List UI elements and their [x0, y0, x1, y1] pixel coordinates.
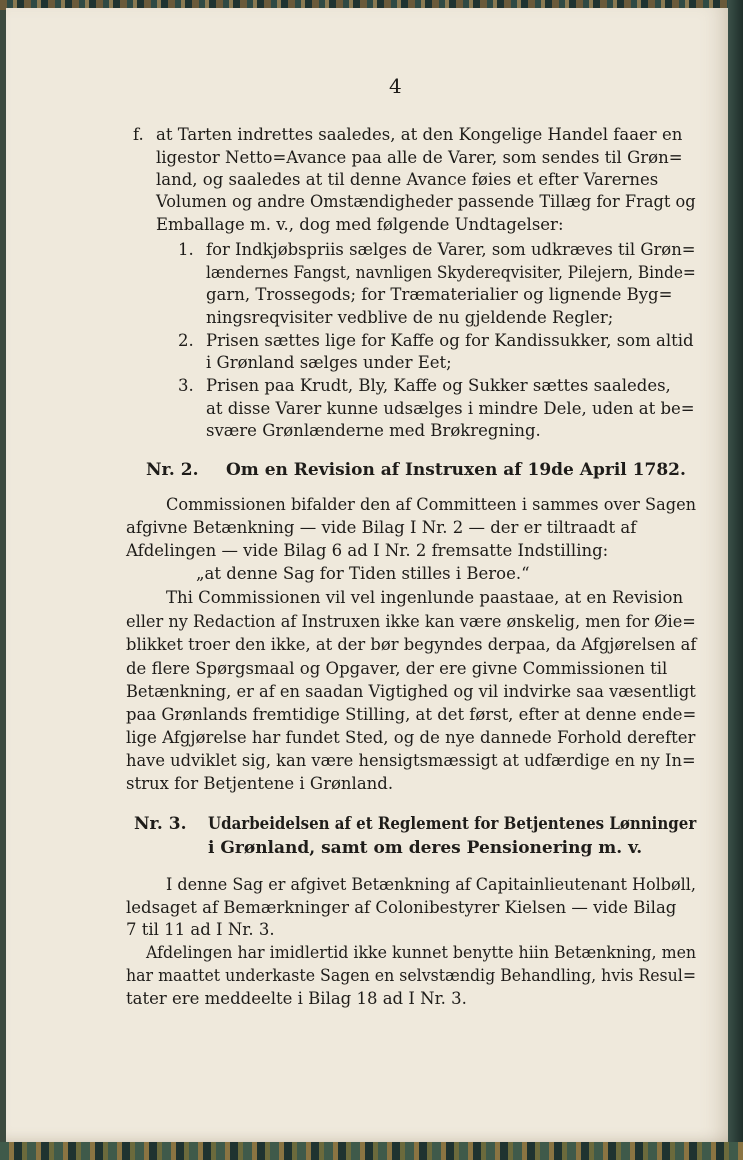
- body-line: Afdelingen har imidlertid ikke kunnet benytte hiin Betænkning, men: [146, 943, 697, 962]
- section-title-nr2: Om en Revision af Instruxen af 19de April 1782.: [226, 460, 686, 480]
- section-number-nr3: Nr. 3.: [134, 814, 187, 834]
- body-line: 7 til 11 ad I Nr. 3.: [126, 920, 275, 939]
- section-f-marker: f.: [133, 125, 144, 144]
- list-item-line: svære Grønlænderne med Brøkregning.: [206, 421, 541, 440]
- marbled-edge-bottom: [0, 1142, 743, 1160]
- list-item-line: i Grønland sælges under Eet;: [206, 353, 452, 372]
- body-line: strux for Betjentene i Grønland.: [126, 774, 394, 793]
- list-item-line: at disse Varer kunne udsælges i mindre Dele, uden at be=: [206, 399, 695, 418]
- list-item-number: 2.: [178, 331, 194, 350]
- body-line: Volumen og andre Omstændigheder passende Tillæg for Fragt og: [156, 192, 696, 211]
- list-item-number: 1.: [178, 240, 194, 259]
- body-line: blikket troer den ikke, at der bør begyndes derpaa, da Afgjørelsen af: [126, 635, 697, 654]
- list-item-line: Prisen paa Krudt, Bly, Kaffe og Sukker sættes saaledes,: [206, 376, 671, 395]
- body-line: land, og saaledes at til denne Avance føies et efter Varernes: [156, 170, 659, 189]
- list-item-line: garn, Trossegods; for Træmaterialier og lignende Byg=: [206, 285, 673, 304]
- body-line: Betænkning, er af en saadan Vigtighed og vil indvirke saa væsentligt: [126, 682, 696, 701]
- body-line: afgivne Betænkning — vide Bilag I Nr. 2 — der er tiltraadt af: [126, 518, 637, 537]
- body-line: Afdelingen — vide Bilag 6 ad I Nr. 2 fremsatte Indstilling:: [126, 541, 609, 560]
- list-item-number: 3.: [178, 376, 194, 395]
- body-line: har maattet underkaste Sagen en selvstændig Behandling, hvis Resul=: [126, 966, 697, 985]
- body-line: tater ere meddeelte i Bilag 18 ad I Nr. 3.: [126, 989, 467, 1008]
- body-line: lige Afgjørelse har fundet Sted, og de nye dannede Forhold derefter: [126, 728, 696, 747]
- body-line: ledsaget af Bemærkninger af Colonibestyrer Kielsen — vide Bilag: [126, 898, 677, 917]
- section-title-nr3-line1: Udarbeidelsen af et Reglement for Betjentenes Lønninger: [208, 814, 697, 834]
- body-line: de flere Spørgsmaal og Opgaver, der ere givne Commissionen til: [126, 659, 668, 678]
- body-line: I denne Sag er afgivet Betænkning af Capitainlieutenant Holbøll,: [166, 875, 696, 894]
- body-line: at Tarten indrettes saaledes, at den Kongelige Handel faaer en: [156, 125, 683, 144]
- body-line: Commissionen bifalder den af Committeen i sammes over Sagen: [166, 495, 697, 514]
- document-page: [6, 8, 728, 1142]
- section-number-nr2: Nr. 2.: [146, 460, 199, 480]
- body-line: Thi Commissionen vil vel ingenlunde paastaae, at en Revision: [166, 588, 684, 607]
- list-item-line: for Indkjøbspriis sælges de Varer, som udkræves til Grøn=: [206, 240, 696, 259]
- section-title-nr3-line2: i Grønland, samt om deres Pensionering m. v.: [208, 838, 643, 858]
- body-line: ligestor Netto=Avance paa alle de Varer, som sendes til Grøn=: [156, 148, 683, 167]
- list-item-line: ningsreqvisiter vedblive de nu gjeldende Regler;: [206, 308, 614, 327]
- page-number: 4: [389, 74, 402, 98]
- book-edge-right: [728, 0, 743, 1160]
- list-item-line: Prisen sættes lige for Kaffe og for Kandissukker, som altid: [206, 331, 694, 350]
- list-item-line: lændernes Fangst, navnligen Skydereqvisiter, Pilejern, Binde=: [206, 263, 696, 282]
- body-line: eller ny Redaction af Instruxen ikke kan være ønskelig, men for Øie=: [126, 612, 696, 631]
- quoted-line: „at denne Sag for Tiden stilles i Beroe.“: [196, 564, 530, 583]
- body-line: Emballage m. v., dog med følgende Undtagelser:: [156, 215, 564, 234]
- body-line: paa Grønlands fremtidige Stilling, at det først, efter at denne ende=: [126, 705, 697, 724]
- body-line: have udviklet sig, kan være hensigtsmæssigt at udfærdige en ny In=: [126, 751, 696, 770]
